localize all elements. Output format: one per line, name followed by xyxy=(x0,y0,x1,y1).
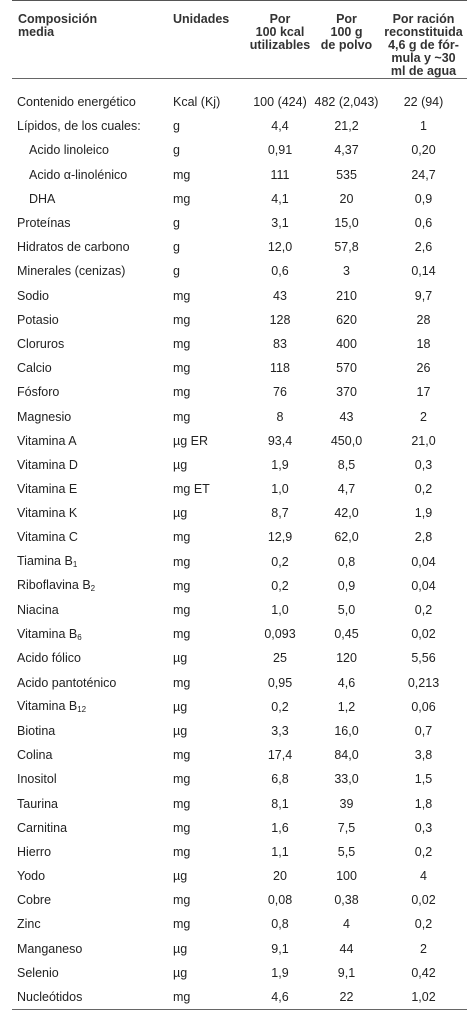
header-per-100g xyxy=(313,1,380,79)
value-per-serving: 0,02 xyxy=(411,627,436,642)
unit-cell: mg xyxy=(173,385,191,400)
value-per-100g: 5,0 xyxy=(337,603,356,618)
unit-cell: µg xyxy=(173,506,188,521)
unit-cell: µg xyxy=(173,869,188,884)
value-per-100g: 620 xyxy=(336,312,357,327)
header-line: 100 g xyxy=(330,25,363,39)
nutrient-name xyxy=(12,138,159,162)
unit-cell: mg xyxy=(173,844,191,859)
value-per-100kcal: 0,2 xyxy=(271,554,289,569)
value-per-serving: 0,6 xyxy=(414,216,433,231)
table-row xyxy=(12,138,467,162)
value-per-serving: 0,42 xyxy=(411,965,436,980)
table-row xyxy=(12,187,467,211)
unit-cell: g xyxy=(173,240,180,255)
nutrient-name-text: Magnesio xyxy=(17,409,72,424)
nutrient-name-text: Fósforo xyxy=(17,385,60,400)
nutrient-name-text: Vitamina B xyxy=(17,626,78,641)
nutrient-name-text: Cobre xyxy=(17,893,52,908)
table-row xyxy=(12,937,467,961)
unit-cell: mg xyxy=(173,191,191,206)
nutrient-name xyxy=(12,187,159,211)
table-row xyxy=(12,550,467,574)
value-per-serving: 0,213 xyxy=(407,675,440,690)
value-per-serving: 3,8 xyxy=(414,748,433,763)
nutrient-name-text: Riboflavina B xyxy=(17,578,91,593)
value-per-100g: 84,0 xyxy=(334,748,359,763)
value-per-100g: 0,45 xyxy=(334,627,359,642)
value-per-100kcal: 1,9 xyxy=(271,965,289,980)
value-per-100kcal: 8,7 xyxy=(271,506,289,521)
value-per-serving: 2,6 xyxy=(414,240,433,255)
value-per-100g: 482 (2,043) xyxy=(314,95,379,110)
table-row xyxy=(12,985,467,1010)
unit-cell: mg xyxy=(173,409,191,424)
unit-cell: mg xyxy=(173,361,191,376)
nutrient-name xyxy=(12,840,159,864)
unit-cell: g xyxy=(173,264,180,279)
table-row xyxy=(12,429,467,453)
value-per-100g: 4 xyxy=(343,917,350,932)
table-row xyxy=(12,356,467,380)
value-per-100g: 9,1 xyxy=(337,965,356,980)
table-row xyxy=(12,816,467,840)
nutrient-name xyxy=(12,598,159,622)
value-per-100kcal: 1,6 xyxy=(271,820,289,835)
value-per-100g: 8,5 xyxy=(337,457,356,472)
header-line: Por xyxy=(336,12,357,26)
nutrient-name xyxy=(12,695,159,719)
value-per-100g: 1,2 xyxy=(337,699,356,714)
unit-cell: mg xyxy=(173,820,191,835)
table-row xyxy=(12,235,467,259)
nutrient-name-text: Sodio xyxy=(17,288,49,303)
nutrient-name-text: Vitamina K xyxy=(17,506,78,521)
nutrient-name xyxy=(12,235,159,259)
nutrient-subscript: 2 xyxy=(90,584,96,594)
value-per-serving: 1,5 xyxy=(414,772,433,787)
value-per-100kcal: 0,91 xyxy=(267,143,293,158)
nutrient-name-text: Acido linoleico xyxy=(29,143,109,158)
table-row xyxy=(12,840,467,864)
table-row xyxy=(12,259,467,283)
value-per-serving: 0,04 xyxy=(411,578,436,593)
table-header xyxy=(12,1,467,79)
header-composition xyxy=(12,1,159,79)
value-per-100g: 4,6 xyxy=(337,675,356,690)
unit-cell: mg xyxy=(173,312,191,327)
table-row xyxy=(12,163,467,187)
value-per-100kcal: 83 xyxy=(273,336,287,351)
value-per-100g: 100 xyxy=(336,869,357,884)
table-row xyxy=(12,453,467,477)
value-per-100g: 22 xyxy=(339,990,354,1005)
value-per-100kcal: 0,093 xyxy=(264,627,296,642)
value-per-100g: 21,2 xyxy=(334,119,359,134)
unit-cell: mg xyxy=(173,796,191,811)
value-per-serving: 22 (94) xyxy=(403,95,444,110)
value-per-100kcal: 3,3 xyxy=(271,723,289,738)
value-per-100g: 570 xyxy=(336,361,357,376)
value-per-serving: 1,9 xyxy=(414,506,433,521)
table-row xyxy=(12,695,467,719)
unit-cell: g xyxy=(173,143,180,158)
nutrient-name-text: Biotina xyxy=(17,723,56,738)
header-line: Por xyxy=(269,12,291,26)
value-per-100g: 0,38 xyxy=(334,893,359,908)
value-per-100kcal: 100 (424) xyxy=(253,95,307,110)
unit-cell: mg xyxy=(173,288,191,303)
value-per-serving: 0,02 xyxy=(411,893,436,908)
value-per-100g: 400 xyxy=(336,336,357,351)
value-per-100kcal: 4,4 xyxy=(271,119,289,134)
nutrient-name xyxy=(12,332,159,356)
value-per-100kcal: 3,1 xyxy=(271,216,289,231)
nutrient-name xyxy=(12,356,159,380)
unit-cell: mg ET xyxy=(173,482,210,497)
value-per-serving: 2 xyxy=(420,409,427,424)
table-row xyxy=(12,719,467,743)
nutrient-name-text: Zinc xyxy=(17,917,41,932)
nutrient-name xyxy=(12,574,159,598)
value-per-100g: 42,0 xyxy=(334,506,359,521)
nutrient-name-text: Inositol xyxy=(17,772,57,787)
table-row xyxy=(12,767,467,791)
unit-cell: mg xyxy=(173,772,191,787)
value-per-100g: 370 xyxy=(336,385,357,400)
value-per-100kcal: 6,8 xyxy=(271,772,289,787)
unit-cell: µg xyxy=(173,457,188,472)
nutrient-name-text: Minerales (cenizas) xyxy=(17,264,126,279)
value-per-100kcal: 1,0 xyxy=(271,603,289,618)
nutrient-name xyxy=(12,912,159,936)
value-per-100g: 4,37 xyxy=(334,143,359,158)
value-per-100kcal: 93,4 xyxy=(267,433,293,448)
value-per-100g: 43 xyxy=(339,409,354,424)
unit-cell: mg xyxy=(173,603,191,618)
value-per-100g: 535 xyxy=(336,167,357,182)
value-per-serving: 17 xyxy=(416,385,431,400)
value-per-100g: 210 xyxy=(336,288,357,303)
value-per-100kcal: 111 xyxy=(270,167,290,182)
value-per-serving: 0,3 xyxy=(414,457,433,472)
nutrient-name xyxy=(12,163,159,187)
nutrient-name xyxy=(12,477,159,501)
nutrient-name-text: Lípidos, de los cuales: xyxy=(17,119,141,134)
table-row xyxy=(12,211,467,235)
header-line: 4,6 g de fór- xyxy=(388,38,459,52)
value-per-100g: 0,8 xyxy=(337,554,356,569)
value-per-100kcal: 12,9 xyxy=(267,530,293,545)
value-per-100kcal: 0,8 xyxy=(271,917,289,932)
value-per-100kcal: 8 xyxy=(276,409,284,424)
unit-cell: µg xyxy=(173,941,188,956)
header-line: Unidades xyxy=(173,12,230,26)
value-per-serving: 21,0 xyxy=(411,433,436,448)
nutrient-name xyxy=(12,308,159,332)
unit-cell: g xyxy=(173,216,180,231)
value-per-100g: 0,9 xyxy=(337,578,356,593)
value-per-serving: 1,8 xyxy=(414,796,433,811)
spacer-row xyxy=(12,79,467,91)
value-per-serving: 0,2 xyxy=(414,603,433,618)
value-per-100kcal: 1,1 xyxy=(271,844,289,859)
value-per-100g: 3 xyxy=(343,264,350,279)
nutrient-name xyxy=(12,211,159,235)
value-per-100kcal: 20 xyxy=(273,869,287,884)
value-per-serving: 0,06 xyxy=(411,699,436,714)
nutrient-name-text: Acido pantoténico xyxy=(17,675,117,690)
nutrient-name-text: Vitamina D xyxy=(17,457,78,472)
value-per-100kcal: 0,2 xyxy=(271,699,289,714)
nutrient-name xyxy=(12,719,159,743)
value-per-serving: 0,9 xyxy=(414,191,433,206)
nutrient-name xyxy=(12,453,159,477)
header-line: de polvo xyxy=(320,38,373,52)
nutrient-name-text: Vitamina A xyxy=(17,433,77,448)
table-row xyxy=(12,332,467,356)
value-per-100kcal: 17,4 xyxy=(267,748,293,763)
value-per-100g: 4,7 xyxy=(337,482,356,497)
nutrient-name xyxy=(12,404,159,428)
unit-cell: mg xyxy=(173,336,191,351)
nutrient-name-text: Calcio xyxy=(17,361,52,376)
header-line: Composición xyxy=(18,12,98,26)
value-per-100g: 7,5 xyxy=(337,820,356,835)
table-row xyxy=(12,501,467,525)
table-row xyxy=(12,574,467,598)
nutrient-name-text: Potasio xyxy=(17,312,59,327)
unit-cell: mg xyxy=(173,627,191,642)
value-per-serving: 0,20 xyxy=(411,143,436,158)
table-row xyxy=(12,404,467,428)
header-per-100kcal xyxy=(247,1,313,79)
nutrient-name xyxy=(12,937,159,961)
nutrient-name xyxy=(12,864,159,888)
unit-cell: mg xyxy=(173,167,191,182)
header-line: reconstituida xyxy=(384,25,463,39)
header-line: ml de agua xyxy=(390,64,457,78)
nutrient-name xyxy=(12,791,159,815)
unit-cell: µg xyxy=(173,699,188,714)
unit-cell: mg xyxy=(173,917,191,932)
nutrient-name xyxy=(12,961,159,985)
value-per-serving: 0,2 xyxy=(414,917,433,932)
value-per-100kcal: 0,6 xyxy=(271,264,289,279)
nutrient-name xyxy=(12,743,159,767)
nutrient-subscript: 1 xyxy=(72,560,78,570)
value-per-serving: 26 xyxy=(416,361,431,376)
value-per-100kcal: 1,9 xyxy=(271,457,289,472)
nutrient-name-text: Yodo xyxy=(17,869,46,884)
nutrient-name-text: Selenio xyxy=(17,965,59,980)
value-per-100kcal: 118 xyxy=(270,361,290,376)
value-per-100g: 33,0 xyxy=(334,772,359,787)
value-per-100g: 20 xyxy=(339,191,354,206)
header-line: 100 kcal xyxy=(255,25,305,39)
nutrient-name xyxy=(12,985,159,1010)
unit-cell: mg xyxy=(173,893,191,908)
nutrient-name-text: Taurina xyxy=(17,796,58,811)
value-per-serving: 28 xyxy=(416,312,431,327)
value-per-100g: 62,0 xyxy=(334,530,359,545)
nutrient-name-text: Nucleótidos xyxy=(17,990,83,1005)
value-per-100g: 39 xyxy=(339,796,354,811)
value-per-100kcal: 0,95 xyxy=(267,675,293,690)
value-per-serving: 2,8 xyxy=(414,530,433,545)
value-per-100g: 5,5 xyxy=(337,844,356,859)
value-per-100g: 120 xyxy=(336,651,357,666)
table-body xyxy=(12,79,467,1010)
value-per-100kcal: 8,1 xyxy=(271,796,289,811)
unit-cell: Kcal (Kj) xyxy=(173,95,221,110)
unit-cell: mg xyxy=(173,578,191,593)
nutrient-name-text: Hierro xyxy=(17,844,52,859)
nutrient-name-text: Acido α-linolénico xyxy=(29,167,128,182)
value-per-serving: 5,56 xyxy=(411,651,436,666)
table-row xyxy=(12,598,467,622)
table-row xyxy=(12,477,467,501)
table-row xyxy=(12,671,467,695)
unit-cell: µg xyxy=(173,723,188,738)
value-per-serving: 0,2 xyxy=(414,844,433,859)
table-row xyxy=(12,525,467,549)
value-per-serving: 1,02 xyxy=(411,990,436,1005)
nutrient-name-text: Niacina xyxy=(17,603,59,618)
header-units xyxy=(159,1,247,79)
table-row xyxy=(12,284,467,308)
value-per-serving: 4 xyxy=(420,869,427,884)
nutrient-name-text: Hidratos de carbono xyxy=(17,240,130,255)
value-per-serving: 9,7 xyxy=(414,288,433,303)
table-row xyxy=(12,90,467,114)
nutrient-name-text: Acido fólico xyxy=(17,651,81,666)
unit-cell: µg ER xyxy=(173,433,208,448)
value-per-serving: 0,04 xyxy=(411,554,436,569)
nutrient-name-text: Proteínas xyxy=(17,216,71,231)
unit-cell: g xyxy=(173,119,180,134)
value-per-100kcal: 0,2 xyxy=(271,578,289,593)
nutrient-name-text: Contenido energético xyxy=(17,95,136,110)
nutrient-name xyxy=(12,380,159,404)
header-line: utilizables xyxy=(249,38,311,52)
nutrient-name xyxy=(12,671,159,695)
table-row xyxy=(12,961,467,985)
unit-cell: mg xyxy=(173,748,191,763)
nutrient-name xyxy=(12,429,159,453)
nutrition-table xyxy=(12,0,467,1010)
unit-cell: mg xyxy=(173,990,191,1005)
value-per-serving: 0,3 xyxy=(414,820,433,835)
table-row xyxy=(12,114,467,138)
value-per-100kcal: 12,0 xyxy=(267,240,293,255)
nutrient-name xyxy=(12,767,159,791)
nutrient-name-text: Vitamina E xyxy=(17,482,78,497)
value-per-100kcal: 1,0 xyxy=(271,482,289,497)
nutrient-name xyxy=(12,888,159,912)
table-row xyxy=(12,380,467,404)
unit-cell: mg xyxy=(173,554,191,569)
nutrient-subscript: 12 xyxy=(77,705,87,715)
nutrient-name-text: Vitamina B xyxy=(17,699,78,714)
value-per-100kcal: 43 xyxy=(273,288,287,303)
table-row xyxy=(12,646,467,670)
unit-cell: µg xyxy=(173,651,188,666)
header-row xyxy=(12,1,467,79)
table-row xyxy=(12,791,467,815)
table-row xyxy=(12,743,467,767)
nutrient-name xyxy=(12,550,159,574)
value-per-100g: 15,0 xyxy=(334,216,359,231)
nutrient-name-text: Tiamina B xyxy=(17,554,73,569)
value-per-100kcal: 4,1 xyxy=(271,191,289,206)
nutrient-name-text: Colina xyxy=(17,748,53,763)
value-per-serving: 0,7 xyxy=(414,723,433,738)
table-row xyxy=(12,622,467,646)
nutrient-name-text: DHA xyxy=(29,191,56,206)
table-row xyxy=(12,308,467,332)
nutrient-name xyxy=(12,284,159,308)
table-row xyxy=(12,888,467,912)
nutrient-subscript: 6 xyxy=(77,632,82,642)
value-per-100kcal: 76 xyxy=(273,385,287,400)
value-per-100kcal: 128 xyxy=(269,312,291,327)
header-line: media xyxy=(18,25,55,39)
value-per-100g: 57,8 xyxy=(334,240,359,255)
value-per-serving: 2 xyxy=(420,941,427,956)
unit-cell: mg xyxy=(173,530,191,545)
nutrient-name xyxy=(12,525,159,549)
nutrient-name xyxy=(12,501,159,525)
value-per-100kcal: 25 xyxy=(273,651,287,666)
value-per-serving: 0,2 xyxy=(414,482,433,497)
nutrient-name xyxy=(12,816,159,840)
value-per-serving: 18 xyxy=(416,336,431,351)
nutrient-name-text: Vitamina C xyxy=(17,530,78,545)
nutrient-name-text: Carnitina xyxy=(17,820,68,835)
value-per-100kcal: 4,6 xyxy=(271,990,289,1005)
header-line: Por ración xyxy=(392,12,455,26)
unit-cell: µg xyxy=(173,965,188,980)
value-per-serving: 1 xyxy=(420,119,427,134)
nutrient-name xyxy=(12,114,159,138)
value-per-100g: 450,0 xyxy=(330,433,363,448)
nutrient-name xyxy=(12,646,159,670)
nutrient-name-text: Cloruros xyxy=(17,336,65,351)
table-row xyxy=(12,864,467,888)
value-per-serving: 0,14 xyxy=(411,264,436,279)
nutrient-name xyxy=(12,622,159,646)
value-per-100kcal: 9,1 xyxy=(271,941,289,956)
header-per-serving xyxy=(380,1,467,79)
nutrient-name-text: Manganeso xyxy=(17,941,83,956)
value-per-100g: 44 xyxy=(339,941,354,956)
nutrient-name xyxy=(12,259,159,283)
value-per-100kcal: 0,08 xyxy=(267,893,293,908)
header-line: mula y ~30 xyxy=(391,51,456,65)
value-per-100g: 16,0 xyxy=(334,723,359,738)
value-per-serving: 24,7 xyxy=(411,167,436,182)
table-row xyxy=(12,912,467,936)
unit-cell: mg xyxy=(173,675,191,690)
nutrient-name xyxy=(12,90,159,114)
